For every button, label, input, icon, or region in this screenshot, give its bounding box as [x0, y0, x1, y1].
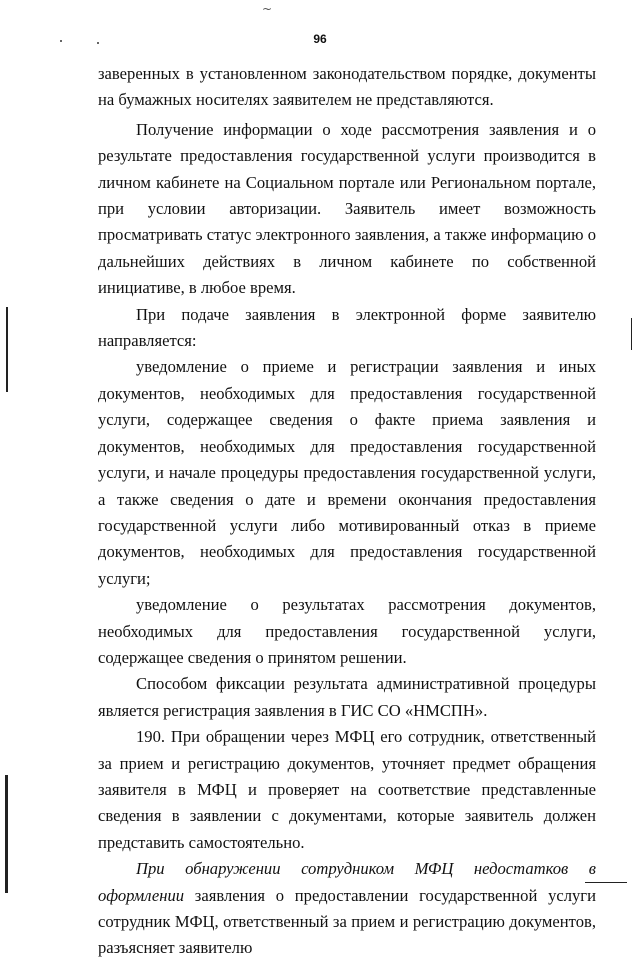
paragraph-notification-receipt: уведомление о приеме и регистрации заявления и иных документов, необходимых для предоставления государственной услуги, содержащее сведения о факте приема заявления и документов, необходимых для предоставления государственной услуги, и начале процедуры предоставления государственной услуги, а также сведения о дате и времени окончания предоставления государственной услуги либо мотивированный отказ в приеме документов, необходимых для предоставления государственной услуги;	[98, 357, 596, 588]
paragraph-mfc-deficiencies	[98, 856, 596, 962]
scan-artifact-tilde: ~	[262, 2, 273, 16]
margin-line-left	[6, 307, 8, 392]
paragraph-notification-result: уведомление о результатах рассмотрения документов, необходимых для предоставления государственной услуги, содержащее сведения о принятом решении.	[98, 595, 596, 667]
document-body	[98, 61, 596, 962]
page-number: 96	[313, 32, 327, 46]
italic-lead-text: При обнаружении сотрудником МФЦ недостатков в оформлении	[98, 859, 596, 905]
paragraph-continuation: заверенных в установленном законодательством порядке, документы на бумажных носителях заявителем не представляются.	[98, 64, 596, 110]
margin-line-left-bottom	[5, 775, 8, 893]
margin-line-right	[631, 318, 632, 350]
paragraph-status-info: Получение информации о ходе рассмотрения заявления и о результате предоставления государственной услуги производится в личном кабинете на Социальном портале или Региональном портале, при условии авторизации. Заявитель имеет возможность просматривать статус электронного заявления, а также информацию о дальнейших действиях в личном кабинете по собственной инициативе, в любое время.	[98, 119, 596, 298]
paragraph-rest-text: заявления о предоставлении государственной услуги сотрудник МФЦ, ответственный за прием и регистрацию документов, разъясняет заявителю	[98, 885, 596, 958]
paragraph-notification-intro: При подаче заявления в электронной форме заявителю направляется:	[98, 304, 596, 351]
paragraph-fixation-method: Способом фиксации результата административной процедуры является регистрация заявления в ГИС СО «НМСПН».	[98, 674, 596, 720]
paragraph-190-mfc: 190. При обращении через МФЦ его сотрудник, ответственный за прием и регистрацию документов, уточняет предмет обращения заявителя в МФЦ и проверяет на соответствие представленные сведения в заявлении с документами, которые заявитель должен представить самостоятельно.	[98, 727, 596, 852]
footer-rule	[585, 882, 627, 883]
